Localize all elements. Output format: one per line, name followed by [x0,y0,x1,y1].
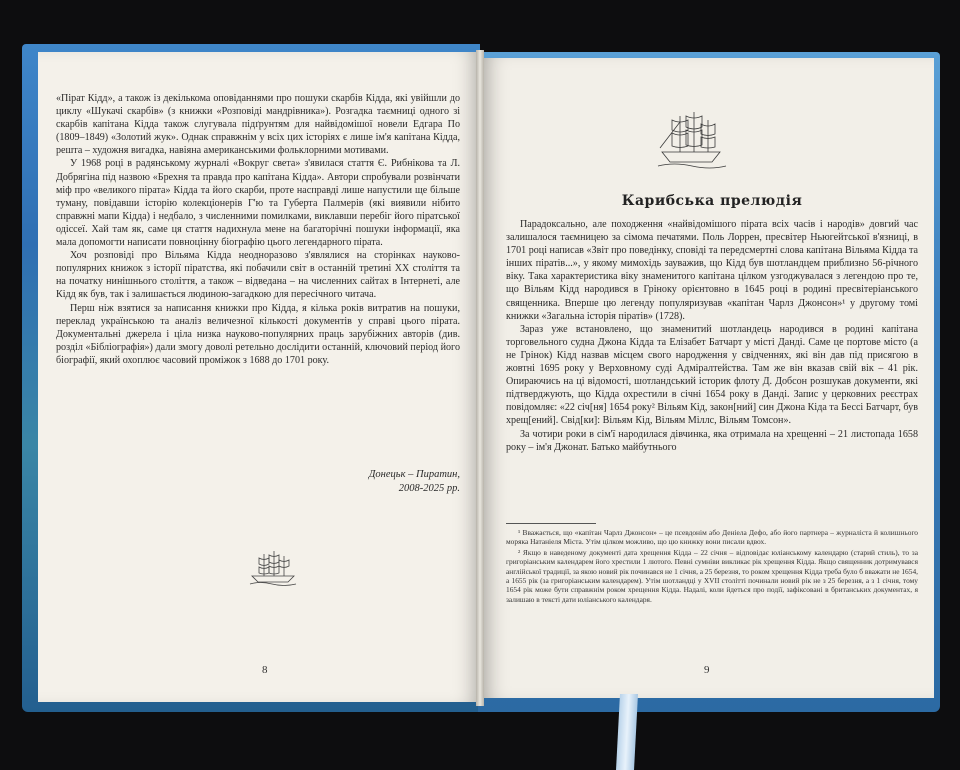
sailing-ship-icon [248,548,298,586]
signature [310,468,460,496]
left-paragraph-4: Перш ніж взятися за написання книжки про Кідда, я кілька років витратив на пошуки, переклад українською та аналіз величезної кількості документів у справі цього пірата. Документальні джерела і ціла низка науково-популярних праць зарубіжних авторів (див. розділ «Бібліографія») дали змогу доволі ретельно дослідити останній, ключовий період його біографії, який охоплює часовий проміжок з 1688 до 1701 року. [56,302,460,366]
book-gutter [476,50,484,706]
footnotes [506,528,918,605]
right-paragraph-3: За чотири роки в сім'ї народилася дівчинка, яка отримала на хрещенні – 21 листопада 1658 року – ім'я Джонат. Батько майбутнього [506,428,918,453]
footnote-2: ² Якщо в наведеному документі дата хрещення Кідда – 22 січня – відповідає юліанському календарю (старий стиль), то за григоріанським календарем його хрестили 1 лютого. Певні сумніви викликає рік хрещення Кідда. Якщо священник дотримувався англійської традиції, за якою новий рік починався не 1 січня, а 25 березня, то роком хрещення Кідда треба було б вважати не 1654, а 1655 рік (за григоріанським календарем). Утім шотландці у XVII столітті починали новий рік не з 25 березня, а з 1 січня, тому 1654 рік може бути справжнім роком хрещення Кідда. Надалі, коли йдеться про події, зафіксовані в британських документах, я залишаю в тексті дати юліанського календаря. [506,547,918,604]
footnote-1: ¹ Вважається, що «капітан Чарлз Джонсон» – це псевдонім або Денiела Дефо, або його партнера – журналіста й колишнього моряка Натаніеля Міста. Утім цілком можливо, що цю книжку вони писали вдвох. [506,528,918,547]
left-paragraph-1: «Пірат Кідд», а також із декількома оповіданнями про пошуки скарбів Кідда, які увійшли до циклу «Шукачі скарбів» (з книжки «Розповіді мандрівника»). Розгадка таємниці одного зі скарбів капітана Кідда також слугувала підґрунтям для найвідомішої новели Едгара По (1809–1849) «Золотий жук». Однак справжнім у всіх цих історіях є лише ім'я капітана Кідда, решта – художня вигадка, навіяна американськими фольклорними мотивами. [56,93,460,157]
right-page-text [506,218,918,454]
left-paragraph-2: У 1968 році в радянському журналі «Вокруг света» з'явилася стаття Є. Рибнікова та Л. Добрягіна під назвою «Брехня та правда про капітана Кідда». Автори спробували розвінчати міф про «великого пірата» Кідда та його скарби, проте насправді лише напустили ще більше туману, повідавши історію колекціонерів Г'ю та Губерта Палмерів (які виявили нібито справжні мапи Кідда) і недбало, з численними помилками, виклавши перебіг його піратської одіссеї. Хай там як, саме ця стаття надихнула мене на багаторічні пошуки інформації, яка мала допомогти написати повноцінну біографію цього легендарного пірата. [56,158,460,249]
footnote-divider [506,523,596,524]
left-paragraph-3: Хоч розповіді про Вільяма Кідда неодноразово з'являлися на сторінках науково-популярних книжок з історії піратства, які побачили світ в останній третині XX століття та на початку нинішнього століття, а також – відведана – на численних сайтах в Інтернеті, але Кідд як був, так і залишається людиною-загадкою для пересічного читача. [56,250,460,301]
sailing-ship-illustration [656,108,728,170]
right-paragraph-1: Парадоксально, але походження «найвідомішого пірата всіх часів і народів» довгий час залишалося таємницею за сімома печатями. Поль Лоррен, пресвітер Ньюгейтської в'язниці, в 1701 році написав «Звіт про поведінку, сповіді та передсмертні слова капітана Вільяма Кідда та інших піратів...», у якому мимохідь зауважив, що Кідд був шотландцем приблизно 56-річного віку. Така характеристика віку знаменитого капітана цілком узгоджувалася з легендою про те, що Вільям Кідд народився в Гріноку орієнтовно в 1645 році в родині пресвітеріанського священника. Вперше цю легенду популяризував «капітан Чарлз Джонсон»¹ у другому томі книжки «Загальна історія піратів» (1728). [506,219,918,322]
right-paragraph-2: Зараз уже встановлено, що знаменитий шотландець народився в родині капітана торговельного судна Джона Кідда та Елізабет Батчарт у місті Данді. Саме це портове місто (а не Грінок) Кідд назвав місцем свого народження у свідченнях, які він дав під присягою в жовтні 1695 року у Верховному суді Адміралтейства. Там же він вказав свій вік – 41 рік. Опираючись на ці відомості, шотландський історик флоту Д. Добсон розшукав документи, які підтверджують, що Кідда охрестили в січні 1654 року в Данді. Запис у церковних реєстрах повідомляє: «22 січ[ня] 1654 року² Вільям Кід, закон[ний] син Джона Кіда та Бессі Батчарт, був хрещ[ений]. Свід[ки]: Вільям Кід, Вільям Міллс, Вільям Томсон». [506,323,918,427]
right-page-number: 9 [704,664,710,676]
bookmark-ribbon [616,694,638,770]
left-page-number: 8 [262,664,268,676]
signature-years: 2008-2025 рр. [398,483,460,494]
signature-place: Донецьк – Пиратин, [368,469,460,480]
chapter-title: Карибська прелюдія [621,193,803,209]
left-page-text [56,92,460,367]
